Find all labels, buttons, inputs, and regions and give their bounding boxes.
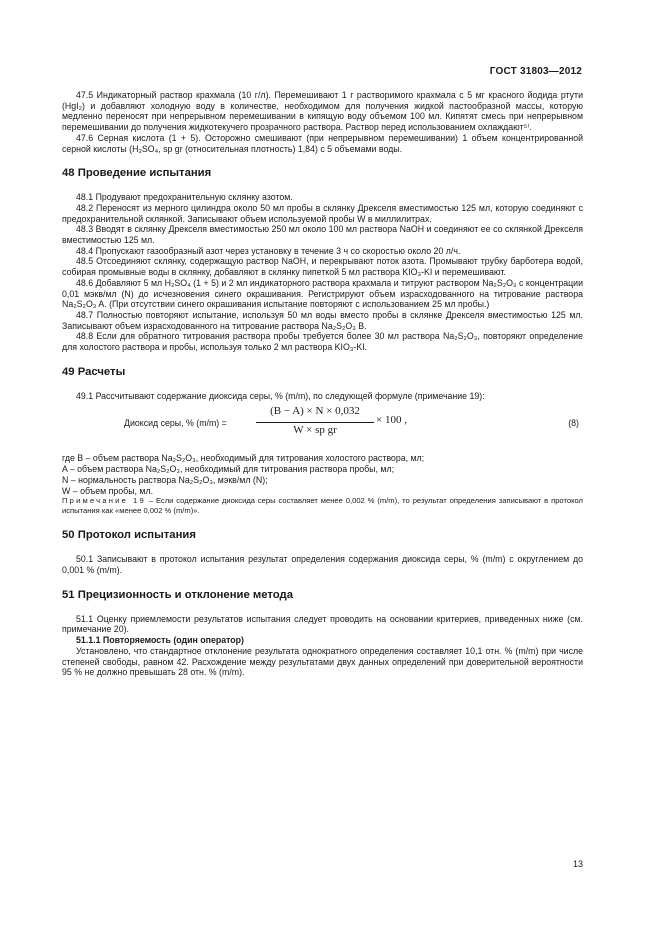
where-line-n: N – нормальность раствора Na₂S₂O₃, мэкв/мл (N); <box>62 474 268 485</box>
note-19 <box>62 496 583 516</box>
paragraph-48-6: 48.6 Добавляют 5 мл H₂SO₄ (1 + 5) и 2 мл индикаторного раствора крахмала и титруют раствором Na₂S₂O₃ с концентрации 0,01 мэкв/мл (N) до исчезновения синего окрашивания. Регистрируют объем израсходованного на титрование раствора Na₂S₂O₃ A. (При отсутствии синего окрашивания испытание повторяют с использованием 25 мл пробы.) <box>62 277 583 310</box>
formula-multiplier: × 100 , <box>376 414 407 427</box>
where-line-b: где B – объем раствора Na₂S₂O₃, необходимый для титрования холостого раствора, мл; <box>62 453 425 464</box>
paragraph-48-8: 48.8 Если для обратного титрования раствора пробы требуется более 30 мл раствора Na₂S₂O₃, повторяют определение для холостого раствора и пробы, используя только 2 мл раствора KIO₃-KI. <box>62 331 583 353</box>
paragraph-47-5: 47.5 Индикаторный раствор крахмала (10 г/л). Перемешивают 1 г растворимого крахмала с 5 мг красного йодида ртути (HgI₂) и добавляют холодную воду в количестве, необходимом для получения жидкой пастообразной массы, которую медленно переносят при непрерывном перемешивании в кипящую воду объемом 100 мл. Кипятят смесь при непрерывном перемешивании до получения жидкотекучего прозрачного раствора. Раствор перед использованием охлаждают⁵⁾. <box>62 90 583 133</box>
page-content <box>62 90 583 678</box>
document-id-header: ГОСТ 31803—2012 <box>489 66 582 77</box>
paragraph-48-7: 48.7 Полностью повторяют испытание, используя 50 мл воды вместо пробы в склянке Дрекселя вместимостью 125 мл. Записывают объем израсходованного на титрование раствора Na₂S₂O₃ B. <box>62 309 583 331</box>
formula-numerator: (B − A) × N × 0,032 <box>270 405 360 418</box>
paragraph-48-5: 48.5 Отсоединяют склянку, содержащую раствор NaOH, и перекрывают поток азота. Промывают трубку барботера водой, собирая промывные воды в склянку, добавляют в склянку пипеткой 5 мл раствора KIO₃-KI и перемешивают. <box>62 256 583 278</box>
page-number: 13 <box>572 859 583 869</box>
fraction-bar <box>256 422 374 423</box>
paragraph-50-1: 50.1 Записывают в протокол испытания результат определения содержания диоксида серы, % (m/m) с округлением до 0,001 % (m/m). <box>62 554 583 575</box>
section-heading-48: 48 Проведение испытания <box>62 167 212 180</box>
section-heading-51: 51 Прецизионность и отклонение метода <box>62 588 293 601</box>
formula-label: Диоксид серы, % (m/m) = <box>124 418 227 429</box>
subheading-51-1-1: 51.1.1 Повторяемость (один оператор) <box>76 635 244 646</box>
where-line-w: W – объем пробы, мл. <box>62 485 154 496</box>
paragraph-48-2: 48.2 Переносят из мерного цилиндра около 50 мл пробы в склянку Дрекселя вместимостью 125 мл, которую соединяют с предохранительной склянкой. Записывают объем используемой пробы W в миллилитрах. <box>62 202 583 224</box>
paragraph-49-1: 49.1 Рассчитывают содержание диоксида серы, % (m/m), по следующей формуле (примечание 19): <box>76 390 485 401</box>
paragraph-48-4: 48.4 Пропускают газообразный азот через установку в течение 3 ч со скоростью около 20 л/ч. <box>76 245 461 256</box>
note-19-text: – Если содержание диоксида серы составляет менее 0,002 % (m/m), то результат определения записывают в протокол испытания как «менее 0,002 % (m/m)». <box>62 496 583 516</box>
formula-number: (8) <box>568 418 579 429</box>
paragraph-48-3: 48.3 Вводят в склянку Дрекселя вместимостью 250 мл около 100 мл раствора NaOH и соединяют ее со склянкой Дрекселя вместимостью 125 мл. <box>62 224 583 246</box>
section-heading-49: 49 Расчеты <box>62 365 126 378</box>
paragraph-47-6: 47.6 Серная кислота (1 + 5). Осторожно смешивают (при непрерывном перемешивании) 1 объем концентрированной серной кислоты (H₂SO₄, sp gr (относительная плотность) 1,84) с 5 объемами воды. <box>62 132 583 154</box>
formula-8 <box>62 406 583 444</box>
formula-denominator: W × sp gr <box>293 424 337 437</box>
paragraph-51-1-1: Установлено, что стандартное отклонение результата однократного определения составляет 10,1 отн. % (m/m) при числе степеней свободы, равном 42. Расхождение между результатами двух данных определений при доверительной вероятности 95 % не должно превышать 28 отн. % (m/m). <box>62 645 583 678</box>
paragraph-51-1: 51.1 Оценку приемлемости результатов испытания следует проводить на основании критериев, приведенных ниже (см. примечание 20). <box>62 613 583 635</box>
paragraph-48-1: 48.1 Продувают предохранительную склянку азотом. <box>76 192 293 203</box>
note-19-label: Примечание 19 <box>62 496 146 506</box>
section-heading-50: 50 Протокол испытания <box>62 529 196 542</box>
where-line-a: A – объем раствора Na₂S₂O₃, необходимый для титрования раствора пробы, мл; <box>62 464 395 475</box>
